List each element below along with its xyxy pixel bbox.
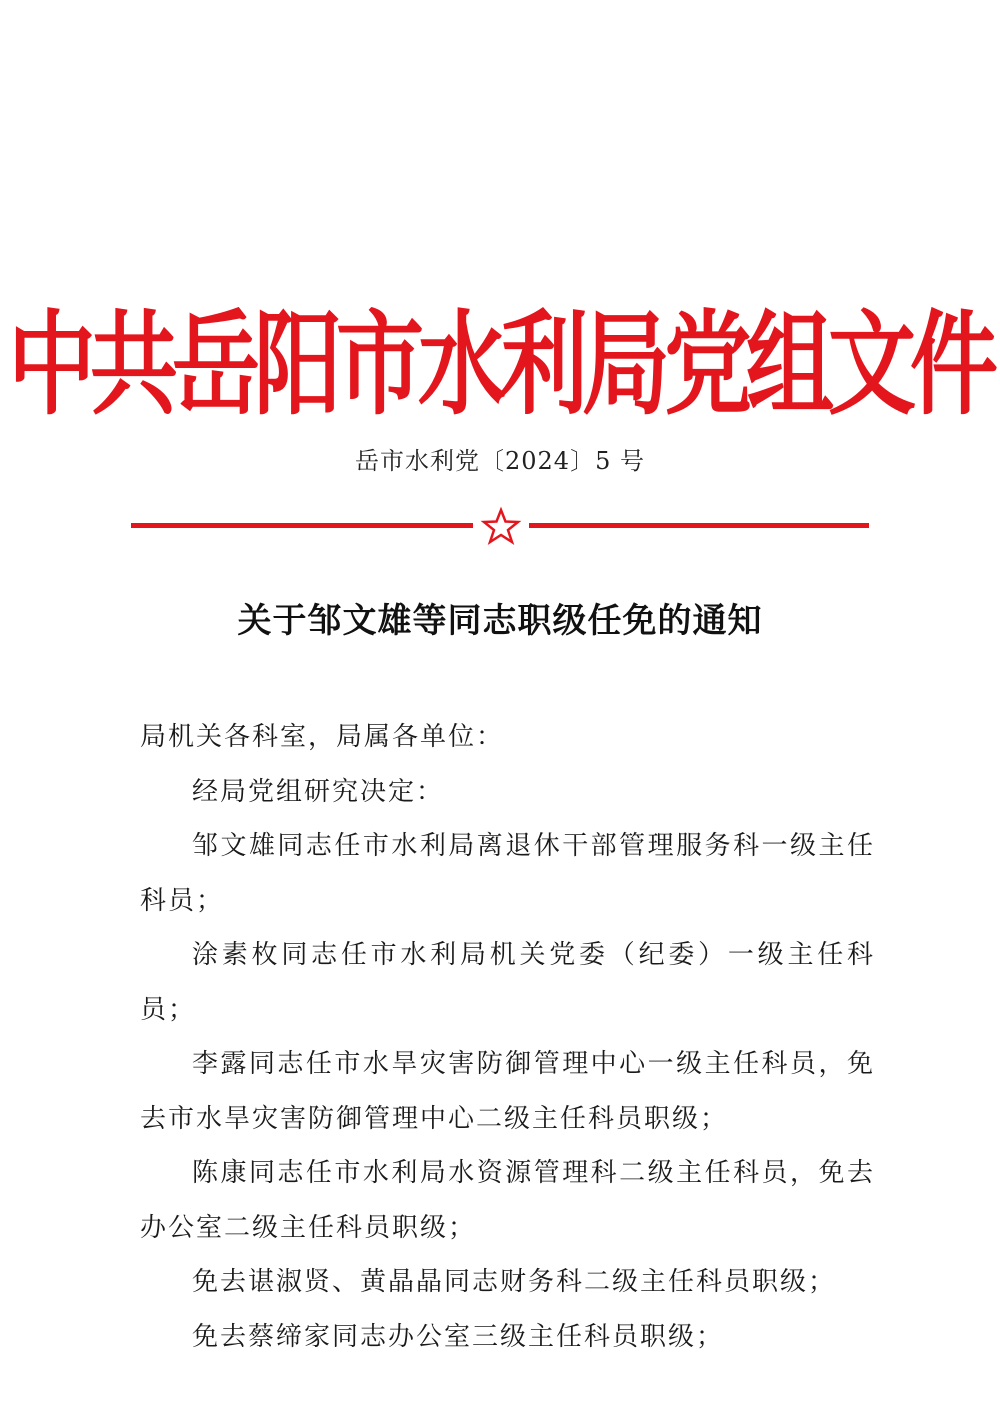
document-number: 岳市水利党〔2024〕5 号 <box>355 447 645 475</box>
paragraph-removal-2: 免去蔡缔家同志办公室三级主任科员职级； <box>192 1321 725 1352</box>
paragraph-appointment-4: 陈康同志任市水利局水资源管理科二级主任科员，免去办公室二级主任科员职级； <box>140 1158 875 1243</box>
divider-line-right <box>529 523 869 528</box>
paragraph-removal-1: 免去谌淑贤、黄晶晶同志财务科二级主任科员职级； <box>192 1267 837 1297</box>
paragraph-decision: 经局党组研究决定： <box>192 776 445 807</box>
paragraph-appointment-1: 邹文雄同志任市水利局离退休干部管理服务科一级主任科员； <box>140 831 875 916</box>
notice-title: 关于邹文雄等同志职级任免的通知 <box>237 601 763 641</box>
paragraph-appointment-2: 涂素枚同志任市水利局机关党委（纪委）一级主任科员； <box>140 940 875 1025</box>
salutation: 局机关各科室，局属各单位： <box>140 722 505 752</box>
red-divider <box>0 506 1000 546</box>
divider-line-left <box>131 523 473 528</box>
paragraph-appointment-3: 李露同志任市水旱灾害防御管理中心一级主任科员，免去市水旱灾害防御管理中心二级主任科员职级； <box>140 1049 875 1134</box>
masthead-title: 中共岳阳市水利局党组文件 <box>7 298 992 431</box>
star-outline-icon <box>484 510 518 542</box>
notice-body <box>140 710 875 1364</box>
